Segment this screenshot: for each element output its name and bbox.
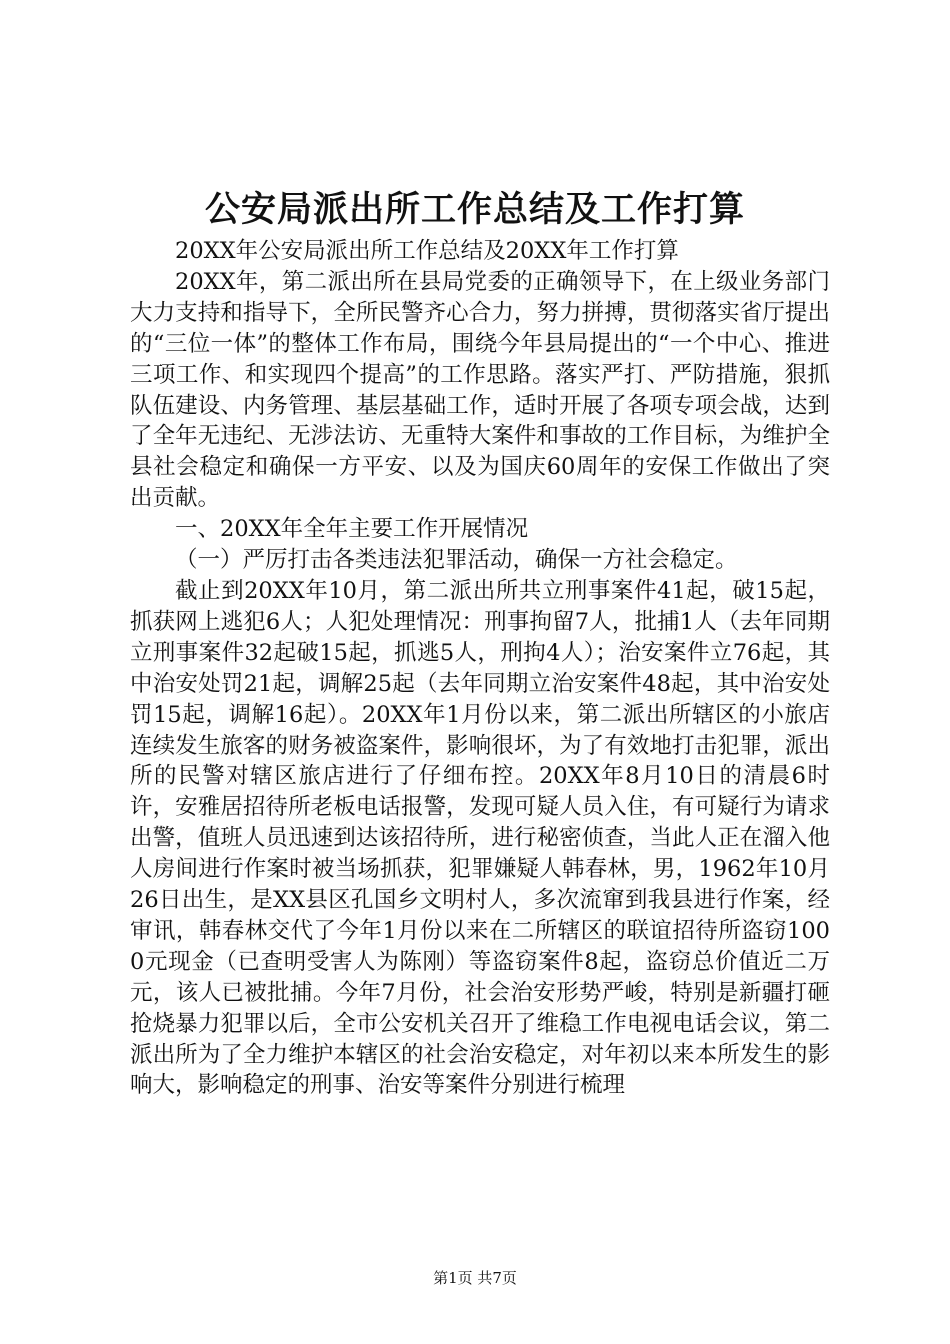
section-heading: 一、20XX年全年主要工作开展情况 [175, 516, 529, 543]
case-paragraph: 截止到20XX年10月，第二派出所共立刑事案件41起，破15起，抓获网上逃犯6人；人犯处理情况：刑事拘留7人，批捕1人（去年同期立刑事案件32起破15起，抓逃5人，刑拘4人）；治安案件立76起，其中治安处罚21起，调解25起（去年同期立治安案件48起，其中治安处罚15起，调解16起）。20XX年1月份以来，第二派出所辖区的小旅店连续发生旅客的财务被盗案件，影响很坏，为了有效地打击犯罪，派出所的民警对辖区旅店进行了仔细布控。20XX年8月10日的清晨6时许，安雅居招待所老板电话报警，发现可疑人员入住，有可疑行为请求出警，值班人员迅速到达该招待所，进行秘密侦查，当此人正在溜入他人房间进行作案时被当场抓获，犯罪嫌疑人韩春林，男，1962年10月26日出生，是XX县区孔国乡文明村人，多次流窜到我县进行作案，经审讯，韩春林交代了今年1月份以来在二所辖区的联谊招待所盗窃1000元现金（已查明受害人为陈刚）等盗窃案件8起，盗窃总价值近二万元，该人已被批捕。今年7月份，社会治安形势严峻，特别是新疆打砸抢烧暴力犯罪以后，全市公安机关召开了维稳工作电视电话会议，第二派出所为了全力维护本辖区的社会治安稳定，对年初以来本所发生的影响大，影响稳定的刑事、治安等案件分别进行梳理 [130, 577, 830, 1099]
subsection-heading: （一）严厉打击各类违法犯罪活动，确保一方社会稳定。 [175, 547, 738, 574]
subtitle-paragraph: 20XX年公安局派出所工作总结及20XX年工作打算 [175, 238, 679, 264]
document-title: 公安局派出所工作总结及工作打算 [204, 190, 745, 230]
document-body [130, 236, 830, 1101]
intro-paragraph: 20XX年，第二派出所在县局党委的正确领导下，在上级业务部门大力支持和指导下，全所民警齐心合力，努力拼搏，贯彻落实省厅提出的“三位一体”的整体工作布局，围绕今年县局提出的“一个中心、推进三项工作、和实现四个提高”的工作思路。落实严打、严防措施，狠抓队伍建设、内务管理、基层基础工作，适时开展了各项专项会战，达到了全年无违纪、无涉法访、无重特大案件和事故的工作目标，为维护全县社会稳定和确保一方平安、以及为国庆60周年的安保工作做出了突出贡献。 [130, 268, 830, 512]
page-number-footer: 第1页 共7页 [433, 1269, 517, 1287]
